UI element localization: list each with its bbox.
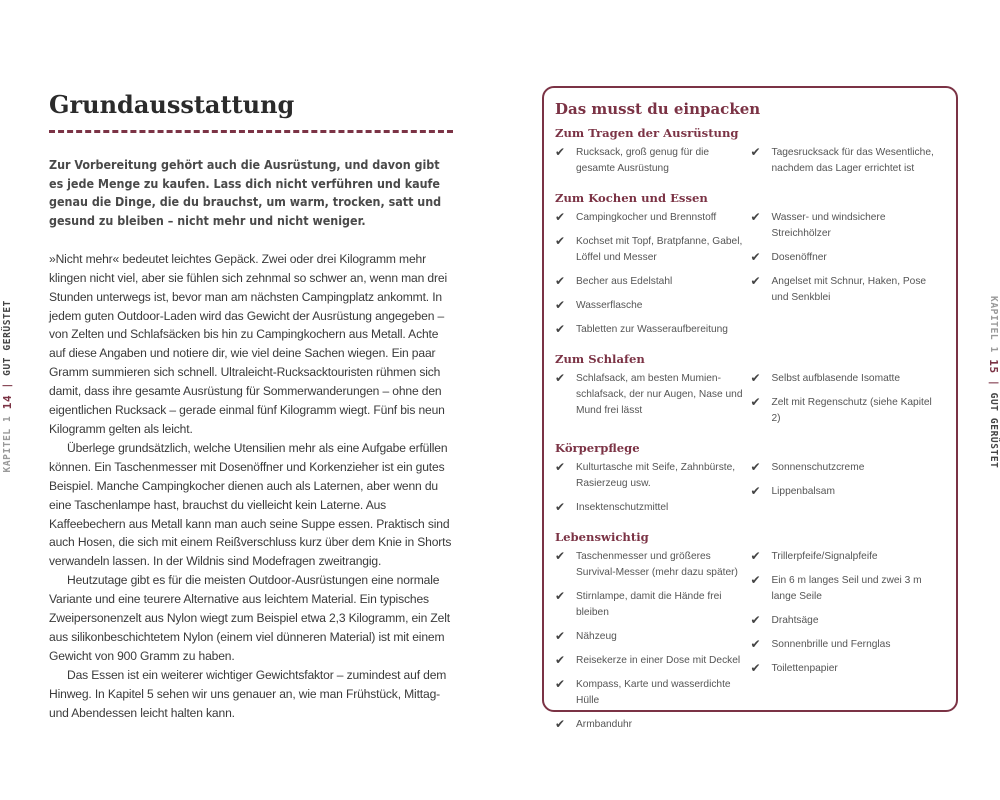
- checklist-item-text: Wasser- und windsichere Streichhölzer: [771, 212, 886, 239]
- checklist-items: [555, 549, 946, 741]
- checklist-item: [555, 371, 751, 419]
- checklist-item: [555, 717, 751, 733]
- checkmark-icon: ✔: [750, 484, 761, 498]
- checklist-item: [751, 395, 947, 427]
- intro-paragraph: Zur Vorbereitung gehört auch die Ausrüstung, und davon gibt es jede Menge zu kaufen. Lass dich nicht verführen und kaufe genau die Dinge, die du brauchst, um warm, trocken, satt und gesund zu bleiben – nicht mehr und nicht weniger.: [49, 157, 442, 229]
- checklist-item: [751, 661, 947, 677]
- checklist-item-text: Campingkocher und Brennstoff: [576, 212, 717, 223]
- checklist-column-right: [751, 460, 947, 524]
- checkmark-icon: ✔: [750, 573, 761, 587]
- body-text: [49, 250, 453, 723]
- page-number: 15: [987, 359, 1000, 374]
- checklist-item: [555, 549, 751, 581]
- checkmark-icon: ✔: [555, 677, 566, 691]
- title-divider: [49, 130, 453, 133]
- checklist-section-heading: Zum Schlafen: [555, 352, 645, 366]
- checklist-column-left: [555, 371, 751, 435]
- checklist-item: [555, 298, 751, 314]
- checklist-item-text: Trillerpfeife/Signalpfeife: [771, 551, 878, 562]
- checklist-item-text: Angelset mit Schnur, Haken, Pose und Senkblei: [771, 276, 927, 303]
- checkmark-icon: ✔: [750, 637, 761, 651]
- checklist-column-left: [555, 145, 751, 185]
- checklist-item: [751, 274, 947, 306]
- checklist-item: [751, 484, 947, 500]
- checkmark-icon: ✔: [750, 395, 761, 409]
- checkmark-icon: ✔: [555, 549, 566, 563]
- checkmark-icon: ✔: [750, 549, 761, 563]
- checklist-item-text: Kulturtasche mit Seife, Zahnbürste, Rasierzeug usw.: [576, 462, 736, 489]
- checklist-column-right: [751, 549, 947, 741]
- paragraph: Überlege grundsätzlich, welche Utensilien mehr als eine Aufgabe erfüllen können. Ein Taschenmesser mit Dosenöffner und Korkenzieher ist ein gutes Beispiel. Manche Campingkocher dienen auch als Laternen, aber wenn du eine Taschenlampe hast, brauchst du vielleicht kein Laterne. Aus Kaffeebechern aus Metall kann man auch seine Suppe essen. Praktisch sind auch Hosen, die sich mit einem Reißverschluss kurz über dem Knie in Shorts verwandeln lassen. In der Wildnis sind Modefragen zweitrangig.: [49, 440, 452, 569]
- checkmark-icon: ✔: [555, 460, 566, 474]
- checkmark-icon: ✔: [555, 274, 566, 288]
- checklist-item-text: Wasserflasche: [576, 300, 643, 311]
- checklist-title: Das musst du einpacken: [555, 100, 761, 118]
- checkmark-icon: ✔: [555, 371, 566, 385]
- page-title: Grundausstattung: [49, 90, 295, 119]
- checklist-item: [555, 274, 751, 290]
- checklist-item: [751, 549, 947, 565]
- checklist-section-heading: Lebenswichtig: [555, 530, 649, 544]
- checkmark-icon: ✔: [750, 460, 761, 474]
- checklist-item: [555, 210, 751, 226]
- separator: |: [988, 380, 999, 387]
- checklist-item: [555, 234, 751, 266]
- checklist-item-text: Stirnlampe, damit die Hände frei bleiben: [576, 591, 722, 618]
- checkmark-icon: ✔: [555, 210, 566, 224]
- section-label: GUT GERÜSTET: [2, 300, 13, 376]
- page-number: 14: [1, 394, 14, 410]
- checklist-item-text: Kochset mit Topf, Bratpfanne, Gabel, Löffel und Messer: [576, 236, 743, 263]
- checklist-column-left: [555, 210, 751, 346]
- checklist-section-heading: Zum Tragen der Ausrüstung: [555, 126, 739, 140]
- checkmark-icon: ✔: [750, 274, 761, 288]
- checklist-item-text: Rucksack, groß genug für die gesamte Ausrüstung: [576, 147, 710, 174]
- checklist-item: [555, 145, 751, 177]
- paragraph: Heutzutage gibt es für die meisten Outdoor-Ausrüstungen eine normale Variante und eine teurere Alternative aus leichtem Material. Ein typisches Zweipersonenzelt aus Nylon wiegt zum Beispiel etwa 2,3 Kilogramm, ein Zelt aus silikonbeschichtetem Nylon (einem viel dünneren Material) ist mit einem Gewicht von 900 Gramm zu haben.: [49, 573, 450, 663]
- checklist-item: [751, 145, 947, 177]
- left-page: [49, 90, 453, 722]
- paragraph: »Nicht mehr« bedeutet leichtes Gepäck. Zwei oder drei Kilogramm mehr klingen nicht viel, aber sie fühlen sich zehnmal so schwer an, wenn man drei Stunden unterwegs ist, bevor man am nächsten Campingplatz ankommt. In jedem guten Outdoor-Laden wird das Gewicht der Ausrüstung angegeben – von Zelten und Schlafsäcken bis hin zu Campingkochern aus Metall. Achte auf diese Angaben und notiere dir, wie viel deine Sachen wiegen. Ein paar Gramm summieren sich schnell. Ultraleicht-Rucksacktouristen rühmen sich damit, dass ihre gesamte Ausrüstung für Sommerwanderungen – ohne den eigentlichen Rucksack – gerade einmal fünf Kilogramm wiegt. Fünf bis neun Kilogramm gelten als leicht.: [49, 251, 447, 436]
- checkmark-icon: ✔: [555, 629, 566, 643]
- checklist-item: [555, 629, 751, 645]
- checklist-sections: [555, 126, 946, 741]
- checklist-item: [751, 250, 947, 266]
- checklist-item-text: Nähzeug: [576, 631, 617, 642]
- checklist-item-text: Reisekerze in einer Dose mit Deckel: [576, 655, 741, 666]
- checklist-item-text: Selbst aufblasende Isomatte: [771, 373, 901, 384]
- checkmark-icon: ✔: [750, 145, 761, 159]
- checklist-item-text: Dosenöffner: [771, 252, 827, 263]
- checklist-item-text: Insektenschutzmittel: [576, 502, 669, 513]
- chapter-label: KAPITEL 1: [2, 415, 13, 473]
- checklist-column-right: [751, 145, 947, 185]
- side-tab-left: [1, 300, 15, 473]
- checkmark-icon: ✔: [555, 298, 566, 312]
- checklist-item: [555, 500, 751, 516]
- checkmark-icon: ✔: [750, 250, 761, 264]
- checklist-items: [555, 145, 946, 185]
- checklist-item: [555, 653, 751, 669]
- side-tab-right: [986, 296, 1000, 469]
- checkmark-icon: ✔: [555, 589, 566, 603]
- chapter-label: KAPITEL 1: [988, 296, 999, 353]
- checklist-item-text: Drahtsäge: [771, 615, 819, 626]
- checkmark-icon: ✔: [555, 322, 566, 336]
- checklist-item: [555, 460, 751, 492]
- checklist-item-text: Becher aus Edelstahl: [576, 276, 673, 287]
- checklist-item-text: Sonnenbrille und Fernglas: [771, 639, 891, 650]
- checklist-column-left: [555, 460, 751, 524]
- checklist-item-text: Lippenbalsam: [771, 486, 835, 497]
- checkmark-icon: ✔: [750, 661, 761, 675]
- paragraph: Das Essen ist ein weiterer wichtiger Gewichtsfaktor – zumindest auf dem Hinweg. In Kapitel 5 sehen wir uns genauer an, wie man Frühstück, Mittag- und Abendessen leicht halten kann.: [49, 667, 447, 720]
- checklist-item-text: Schlafsack, am besten Mumienschlafsack, der nur Augen, Nase und Mund frei lässt: [576, 373, 743, 416]
- checklist-column-left: [555, 549, 751, 741]
- separator: |: [2, 382, 13, 389]
- checklist-item-text: Sonnenschutzcreme: [771, 462, 865, 473]
- checklist-items: [555, 460, 946, 524]
- checklist-column-right: [751, 371, 947, 435]
- checklist-item-text: Kompass, Karte und wasserdichte Hülle: [576, 679, 731, 706]
- checkmark-icon: ✔: [555, 234, 566, 248]
- checklist-item: [555, 677, 751, 709]
- checklist-item: [555, 322, 751, 338]
- checklist-items: [555, 210, 946, 346]
- checkmark-icon: ✔: [555, 717, 566, 731]
- checklist-item: [751, 371, 947, 387]
- checkmark-icon: ✔: [750, 210, 761, 224]
- checklist-item: [751, 573, 947, 605]
- checkmark-icon: ✔: [750, 371, 761, 385]
- checklist-item: [751, 210, 947, 242]
- checklist-item: [555, 589, 751, 621]
- checklist-item-text: Tagesrucksack für das Wesentliche, nachdem das Lager errichtet ist: [771, 147, 934, 174]
- checklist-items: [555, 371, 946, 435]
- checklist-section-heading: Zum Kochen und Essen: [555, 191, 708, 205]
- checklist-item-text: Ein 6 m langes Seil und zwei 3 m lange Seile: [771, 575, 922, 602]
- checklist-item-text: Toilettenpapier: [771, 663, 838, 674]
- checklist-item: [751, 613, 947, 629]
- checkmark-icon: ✔: [555, 653, 566, 667]
- checklist-item-text: Armbanduhr: [576, 719, 633, 730]
- section-label: GUT GERÜSTET: [988, 392, 999, 469]
- checkmark-icon: ✔: [555, 500, 566, 514]
- checkmark-icon: ✔: [750, 613, 761, 627]
- checklist-section-heading: Körperpflege: [555, 441, 640, 455]
- checklist-column-right: [751, 210, 947, 346]
- checkmark-icon: ✔: [555, 145, 566, 159]
- checklist-item: [751, 460, 947, 476]
- checklist-item-text: Tabletten zur Wasseraufbereitung: [576, 324, 728, 335]
- packing-checklist-box: [542, 86, 958, 731]
- checklist-item-text: Taschenmesser und größeres Survival-Messer (mehr dazu später): [576, 551, 738, 578]
- checklist-item: [751, 637, 947, 653]
- checklist-item-text: Zelt mit Regenschutz (siehe Kapitel 2): [771, 397, 932, 424]
